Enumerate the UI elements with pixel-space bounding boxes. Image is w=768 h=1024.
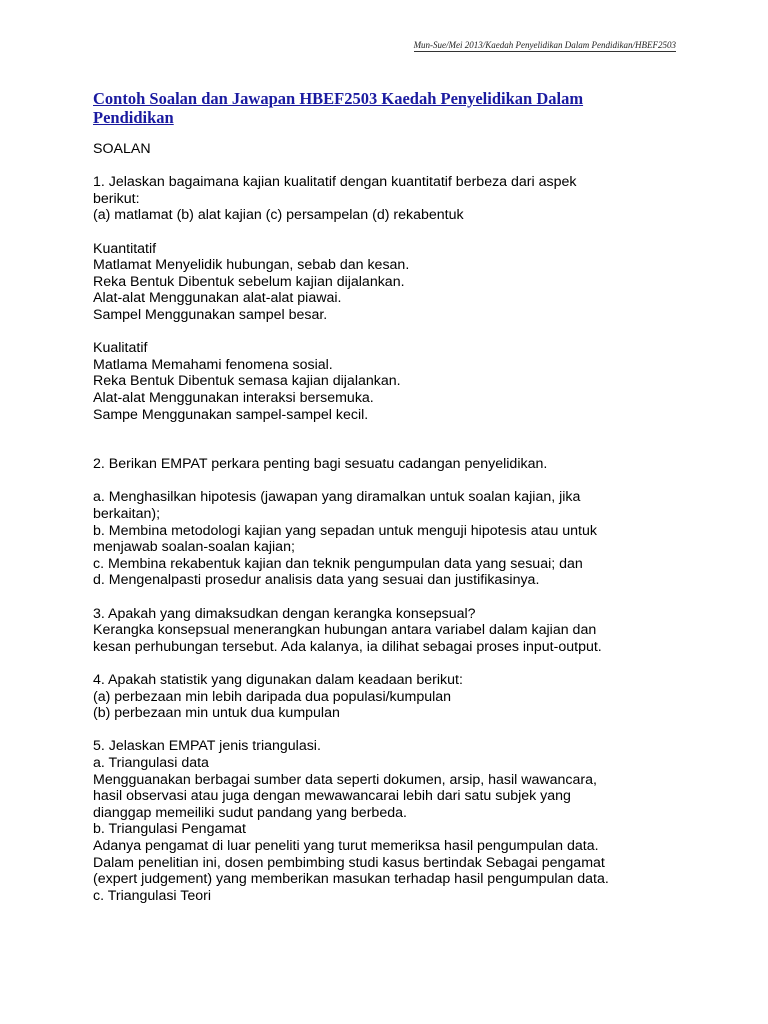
document-title [93,89,653,127]
title-line-1: Contoh Soalan dan Jawapan HBEF2503 Kaedah Penyelidikan Dalam [93,89,584,108]
document-body [93,141,693,904]
kualitatif-line: Reka Bentuk Dibentuk semasa kajian dijalankan. [93,373,401,390]
kualitatif-line: Alat-alat Menggunakan interaksi bersemuka. [93,389,374,406]
question-5 [93,738,693,904]
q5-line: b. Triangulasi Pengamat [93,821,246,838]
question-2 [93,456,693,589]
q2-answer-line: menjawab soalan-soalan kajian; [93,539,295,556]
q4-line: (b) perbezaan min untuk dua kumpulan [93,705,340,722]
q4-question: 4. Apakah statistik yang digunakan dalam keadaan berikut: [93,672,463,688]
q3-answer-line: kesan perhubungan tersebut. Ada kalanya, ia dilihat sebagai proses input-output. [93,638,602,655]
q5-line: c. Triangulasi Teori [93,887,212,904]
q5-line: (expert judgement) yang memberikan masukan terhadap hasil pengumpulan data. [93,871,609,888]
q2-answer-line: a. Menghasilkan hipotesis (jawapan yang diramalkan untuk soalan kajian, jika [93,489,581,506]
q5-line: Dalam penelitian ini, dosen pembimbing studi kasus bertindak Sebagai pengamat [93,854,605,871]
kuantitatif-heading: Kuantitatif [93,240,157,257]
q2-answer-line: d. Mengenalpasti prosedur analisis data yang sesuai dan justifikasinya. [93,572,540,589]
q2-answer-line: c. Membina rekabentuk kajian dan teknik pengumpulan data yang sesuai; dan [93,555,583,572]
kualitatif-heading: Kualitatif [93,340,148,357]
q1-line: (a) matlamat (b) alat kajian (c) persampelan (d) rekabentuk [93,207,464,224]
question-1 [93,174,693,423]
q2-answer-line: berkaitan); [93,506,161,523]
q2-question: 2. Berikan EMPAT perkara penting bagi sesuatu cadangan penyelidikan. [93,456,548,473]
kuantitatif-line: Sampel Menggunakan sampel besar. [93,306,328,323]
kuantitatif-line: Alat-alat Menggunakan alat-alat piawai. [93,290,342,307]
kualitatif-line: Sampe Menggunakan sampel-sampel kecil. [93,406,369,423]
question-4 [93,672,693,722]
question-3 [93,606,693,656]
q5-question: 5. Jelaskan EMPAT jenis triangulasi. [93,738,321,755]
kualitatif-line: Matlama Memahami fenomena sosial. [93,356,333,373]
q1-line: berikut: [93,190,140,207]
q5-line: dianggap memeiliki sudut pandang yang berbeda. [93,804,407,821]
q5-line: a. Triangulasi data [93,754,209,771]
q5-line: Mengguanakan berbagai sumber data seperti dokumen, arsip, hasil wawancara, [93,771,597,788]
q5-line: Adanya pengamat di luar peneliti yang turut memeriksa hasil pengumpulan data. [93,837,599,854]
kuantitatif-line: Reka Bentuk Dibentuk sebelum kajian dijalankan. [93,273,405,290]
q5-line: hasil observasi atau juga dengan mewawancarai lebih dari satu subjek yang [93,788,571,805]
q1-line: 1. Jelaskan bagaimana kajian kualitatif dengan kuantitatif berbeza dari aspek [93,174,577,191]
title-line-2: Pendidikan [93,108,174,127]
q2-answer-line: b. Membina metodologi kajian yang sepadan untuk menguji hipotesis atau untuk [93,522,597,539]
q3-question: 3. Apakah yang dimaksudkan dengan kerangka konsepsual? [93,605,476,622]
kuantitatif-line: Matlamat Menyelidik hubungan, sebab dan kesan. [93,257,410,274]
soalan-heading: SOALAN [93,141,151,157]
q3-answer-line: Kerangka konsepsual menerangkan hubungan antara variabel dalam kajian dan [93,622,597,639]
running-header: Mun-Sue/Mei 2013/Kaedah Penyelidikan Dalam Pendidikan/HBEF2503 [413,40,676,50]
q4-line: (a) perbezaan min lebih daripada dua populasi/kumpulan [93,688,452,705]
